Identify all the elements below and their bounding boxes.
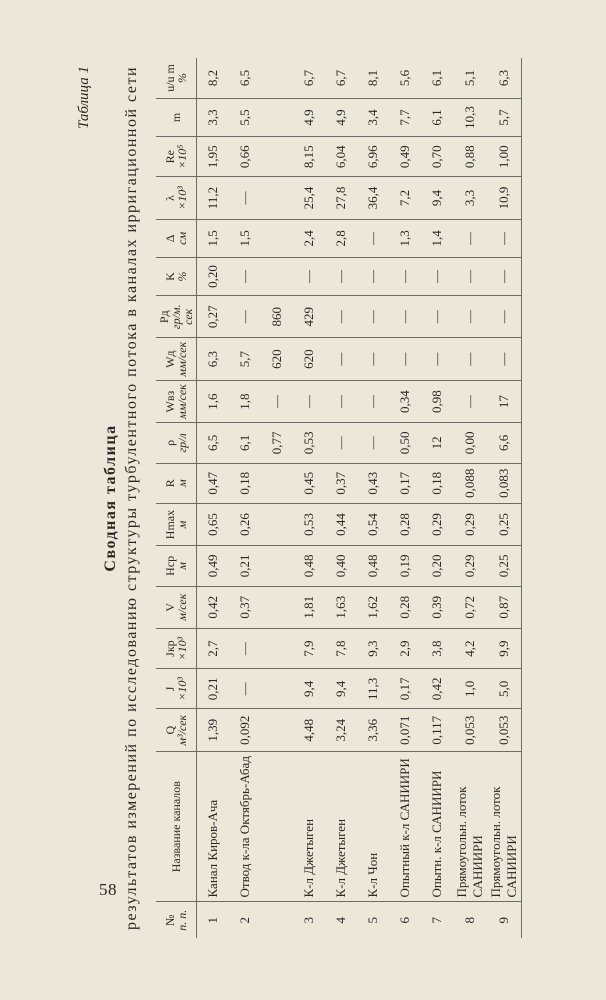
table-cell: —: [421, 257, 453, 295]
table-cell: [261, 98, 293, 136]
header-unit: ×10³: [174, 677, 189, 701]
header-cell: [156, 98, 196, 136]
row-number: [261, 902, 293, 938]
header-unit: см: [174, 231, 189, 245]
header-row: [156, 58, 196, 938]
table-cell: 0,088: [453, 463, 487, 503]
table-cell: 0,29: [453, 503, 487, 545]
table-cell: 0,66: [229, 137, 261, 177]
table-cell: 0,53: [293, 503, 325, 545]
table-cell: [261, 177, 293, 219]
table-cell: 0,49: [196, 546, 229, 586]
table-cell: 6,5: [229, 58, 261, 98]
table-cell: —: [357, 338, 389, 380]
header-label: ρ: [162, 439, 177, 446]
table-cell: 0,18: [421, 463, 453, 503]
header-unit: м: [174, 520, 189, 529]
table-cell: 6,1: [421, 98, 453, 136]
table-cell: 1,81: [293, 586, 325, 628]
table-cell: 9,4: [325, 669, 357, 709]
table-cell: 25,4: [293, 177, 325, 219]
header-cell: [156, 463, 196, 503]
table-row: [325, 58, 357, 938]
table-cell: 0,45: [293, 463, 325, 503]
header-cell: [156, 423, 196, 463]
table-cell: 1,00: [487, 137, 522, 177]
table-cell: —: [325, 338, 357, 380]
table-cell: 860: [261, 296, 293, 338]
table-cell: 3,8: [421, 628, 453, 668]
header-label: J: [162, 686, 177, 692]
header-unit: %: [174, 271, 189, 282]
table-cell: 6,1: [229, 423, 261, 463]
table-cell: 0,77: [261, 423, 293, 463]
table-cell: —: [487, 219, 522, 257]
table-cell: —: [229, 177, 261, 219]
table-cell: 429: [293, 296, 325, 338]
table-cell: 5,6: [389, 58, 421, 98]
table-cell: 0,98: [421, 380, 453, 422]
table-cell: —: [357, 296, 389, 338]
table-cell: 2,4: [293, 219, 325, 257]
table-cell: 9,4: [293, 669, 325, 709]
table-cell: 0,28: [389, 586, 421, 628]
table-cell: 36,4: [357, 177, 389, 219]
header-cell: [156, 669, 196, 709]
table-cell: 0,50: [389, 423, 421, 463]
table-cell: 11,3: [357, 669, 389, 709]
header-unit: гр/м. сек: [168, 304, 195, 330]
table-cell: 6,96: [357, 137, 389, 177]
header-label: Q: [162, 725, 177, 735]
table-cell: 6,3: [196, 338, 229, 380]
header-label: K: [162, 272, 177, 281]
header-cell: [156, 628, 196, 668]
row-number: 1: [204, 916, 220, 924]
row-number: 6: [396, 916, 412, 924]
header-unit: гр/л: [174, 433, 189, 453]
header-unit: ×10⁵: [174, 144, 189, 169]
table-cell: 0,21: [229, 546, 261, 586]
table-cell: 0,37: [325, 463, 357, 503]
table-cell: 0,071: [389, 709, 421, 751]
table-cell: 0,43: [357, 463, 389, 503]
table-cell: —: [229, 669, 261, 709]
table-cell: 7,7: [389, 98, 421, 136]
header-cell: [156, 380, 196, 422]
header-label: V: [162, 602, 177, 612]
table-cell: 0,42: [196, 586, 229, 628]
table-cell: 0,26: [229, 503, 261, 545]
table-cell: 0,28: [389, 503, 421, 545]
table-cell: —: [229, 296, 261, 338]
table-cell: 1,39: [196, 709, 229, 751]
table-cell: 0,65: [196, 503, 229, 545]
table-row: [357, 58, 389, 938]
table-cell: —: [293, 380, 325, 422]
table-cell: 0,25: [487, 503, 522, 545]
table-cell: 5,1: [453, 58, 487, 98]
table-cell: 5,7: [229, 338, 261, 380]
header-cell: [156, 546, 196, 586]
header-label: Wвз: [162, 390, 177, 413]
table-cell: —: [325, 296, 357, 338]
table-cell: —: [389, 338, 421, 380]
table-cell: 0,37: [229, 586, 261, 628]
table-cell: 1,5: [196, 219, 229, 257]
canal-name: Опытн. к-л САНИИРИ: [421, 751, 453, 902]
table-cell: 6,1: [421, 58, 453, 98]
row-number: 2: [236, 916, 252, 924]
table-subtitle: результатов измерений по исследованию структуры турбулентного потока в каналах ирригационной сети: [123, 65, 140, 931]
header-cell: [156, 709, 196, 751]
table-cell: 0,87: [487, 586, 522, 628]
results-table: [156, 58, 522, 938]
table-cell: 1,5: [229, 219, 261, 257]
table-cell: 12: [421, 423, 453, 463]
header-unit: м: [174, 479, 189, 488]
header-unit: мм/сек: [174, 341, 189, 377]
table-row: [196, 58, 229, 938]
table-cell: 0,092: [229, 709, 261, 751]
row-number: 5: [364, 916, 380, 924]
table-cell: [261, 137, 293, 177]
header-label: Hср: [162, 555, 177, 576]
table-cell: 4,9: [293, 98, 325, 136]
header-label: Jкр: [162, 640, 177, 657]
header-unit: м/сек: [174, 593, 189, 621]
table-cell: 620: [261, 338, 293, 380]
table-cell: 5,7: [487, 98, 522, 136]
table-cell: 0,54: [357, 503, 389, 545]
table-cell: 0,48: [293, 546, 325, 586]
table-cell: [261, 58, 293, 98]
table-cell: 0,27: [196, 296, 229, 338]
header-cell: [156, 177, 196, 219]
header-label: λ: [162, 195, 177, 201]
table-cell: —: [453, 219, 487, 257]
table-cell: 0,083: [487, 463, 522, 503]
table-cell: [261, 586, 293, 628]
table-cell: 6,3: [487, 58, 522, 98]
table-cell: 0,053: [453, 709, 487, 751]
table-cell: 1,3: [389, 219, 421, 257]
table-cell: 5,5: [229, 98, 261, 136]
table-cell: 6,7: [293, 58, 325, 98]
canal-name: Отвод к-ла Октябрь-Абад: [229, 751, 261, 902]
table-cell: 0,53: [293, 423, 325, 463]
table-cell: —: [487, 296, 522, 338]
table-cell: 0,88: [453, 137, 487, 177]
table-cell: —: [325, 257, 357, 295]
table-cell: —: [487, 257, 522, 295]
table-cell: 3,3: [196, 98, 229, 136]
canal-name: К-л Джетыген: [325, 751, 357, 902]
table-row: [229, 58, 261, 938]
table-cell: 8,15: [293, 137, 325, 177]
table-cell: —: [389, 296, 421, 338]
page-number: 58: [99, 880, 117, 899]
table-cell: 6,6: [487, 423, 522, 463]
table-cell: 2,7: [196, 628, 229, 668]
header-cell: [156, 58, 196, 98]
header-label: Hmax: [162, 509, 177, 540]
table-row: [389, 58, 421, 938]
table-cell: 0,25: [487, 546, 522, 586]
table-cell: [261, 463, 293, 503]
table-label: Таблица 1: [76, 66, 92, 129]
table-cell: —: [487, 338, 522, 380]
table-cell: 4,9: [325, 98, 357, 136]
header-label: u/u m: [162, 64, 177, 92]
header-unit: мм/сек: [174, 384, 189, 419]
table-title: Сводная таблица: [102, 424, 119, 572]
table-cell: 11,2: [196, 177, 229, 219]
header-cell: [156, 137, 196, 177]
table-cell: 7,9: [293, 628, 325, 668]
table-cell: —: [453, 257, 487, 295]
table-cell: 1,95: [196, 137, 229, 177]
header-label: Re: [162, 150, 177, 164]
header-cell: [156, 296, 196, 338]
table-cell: 0,21: [196, 669, 229, 709]
table-cell: 5,0: [487, 669, 522, 709]
table-cell: —: [325, 380, 357, 422]
table-cell: 4,48: [293, 709, 325, 751]
table-cell: 17: [487, 380, 522, 422]
table-cell: 0,29: [453, 546, 487, 586]
table-cell: 0,40: [325, 546, 357, 586]
table-cell: —: [357, 257, 389, 295]
table-cell: 6,04: [325, 137, 357, 177]
table-cell: 0,47: [196, 463, 229, 503]
table-cell: 3,36: [357, 709, 389, 751]
header-unit: ×10³: [174, 186, 189, 210]
table-cell: 0,70: [421, 137, 453, 177]
table-cell: 1,62: [357, 586, 389, 628]
table-cell: 0,48: [357, 546, 389, 586]
table-cell: 10,3: [453, 98, 487, 136]
table-cell: 0,18: [229, 463, 261, 503]
header-label: Название каналов: [168, 781, 183, 873]
table-cell: 4,2: [453, 628, 487, 668]
table-cell: 3,24: [325, 709, 357, 751]
canal-name: К-л Чон: [357, 751, 389, 902]
table-row: [453, 58, 487, 938]
table-cell: 1,8: [229, 380, 261, 422]
table-cell: —: [293, 257, 325, 295]
canal-name: Канал Киров-Ача: [196, 751, 229, 902]
table-cell: 6,5: [196, 423, 229, 463]
header-unit: %: [174, 72, 189, 83]
table-cell: [261, 669, 293, 709]
header-cell: [156, 257, 196, 295]
header-label: №: [162, 914, 177, 926]
table-cell: 0,053: [487, 709, 522, 751]
header-unit: м: [174, 562, 189, 570]
table-cell: —: [389, 257, 421, 295]
row-number: 9: [487, 902, 522, 938]
header-label: Wд: [162, 350, 177, 368]
table-cell: [261, 709, 293, 751]
table-cell: 2,9: [389, 628, 421, 668]
table-cell: 1,6: [196, 380, 229, 422]
table-cell: [261, 546, 293, 586]
table-cell: [261, 628, 293, 668]
table-cell: —: [357, 219, 389, 257]
header-unit: ×10³: [174, 636, 189, 661]
row-number: 3: [300, 916, 316, 924]
table-cell: 0,117: [421, 709, 453, 751]
table-cell: 0,29: [421, 503, 453, 545]
table-cell: 0,19: [389, 546, 421, 586]
header-cell: [156, 902, 196, 938]
table-cell: 7,8: [325, 628, 357, 668]
table-cell: —: [453, 380, 487, 422]
table-cell: 9,9: [487, 628, 522, 668]
table-cell: 0,49: [389, 137, 421, 177]
canal-name: Опытный к-л САНИИРИ: [389, 751, 421, 902]
table-cell: 3,4: [357, 98, 389, 136]
table-cell: 2,8: [325, 219, 357, 257]
table-cell: 1,63: [325, 586, 357, 628]
canal-name: [261, 751, 293, 902]
table-cell: [261, 219, 293, 257]
table-cell: 8,2: [196, 58, 229, 98]
table-cell: [261, 503, 293, 545]
table-cell: —: [357, 380, 389, 422]
table-cell: —: [453, 338, 487, 380]
header-label: m: [168, 112, 183, 123]
table-cell: 1,4: [421, 219, 453, 257]
table-row: [487, 58, 522, 938]
table-cell: —: [421, 296, 453, 338]
table-cell: 8,1: [357, 58, 389, 98]
table-cell: 0,44: [325, 503, 357, 545]
table-cell: 27,8: [325, 177, 357, 219]
table-cell: 0,17: [389, 669, 421, 709]
row-number: 8: [461, 916, 477, 924]
table-row: [293, 58, 325, 938]
table-cell: 0,17: [389, 463, 421, 503]
table-row: [261, 58, 293, 938]
table-cell: 7,2: [389, 177, 421, 219]
table-cell: —: [229, 628, 261, 668]
header-unit: м³/сек: [174, 714, 189, 746]
header-cell: [156, 751, 196, 902]
table-cell: —: [325, 423, 357, 463]
table-cell: 6,7: [325, 58, 357, 98]
table-cell: [261, 257, 293, 295]
canal-name: Прямоугольн. лоток САНИИРИ: [453, 751, 487, 902]
table-cell: 0,39: [421, 586, 453, 628]
table-cell: 3,3: [453, 177, 487, 219]
table-cell: 620: [293, 338, 325, 380]
canal-name: Прямоугольн. лоток САНИИРИ: [487, 751, 522, 902]
table-cell: 0,34: [389, 380, 421, 422]
table-cell: —: [453, 296, 487, 338]
table-cell: 10,9: [487, 177, 522, 219]
table-header: [156, 58, 196, 938]
header-label: R: [162, 479, 177, 488]
header-unit: п. п.: [174, 909, 189, 931]
table-cell: 0,00: [453, 423, 487, 463]
header-label: Pд: [156, 310, 171, 324]
table-cell: 0,20: [421, 546, 453, 586]
row-number: 4: [332, 916, 348, 924]
header-cell: [156, 503, 196, 545]
table-cell: —: [421, 338, 453, 380]
rotated-table-frame: [72, 58, 592, 938]
header-cell: [156, 219, 196, 257]
table-cell: —: [261, 380, 293, 422]
table-cell: 9,4: [421, 177, 453, 219]
canal-name: К-л Джетыген: [293, 751, 325, 902]
header-cell: [156, 338, 196, 380]
table-cell: 0,42: [421, 669, 453, 709]
table-cell: 1,0: [453, 669, 487, 709]
table-cell: —: [229, 257, 261, 295]
table-cell: 9,3: [357, 628, 389, 668]
header-cell: [156, 586, 196, 628]
table-cell: 0,72: [453, 586, 487, 628]
table-cell: —: [357, 423, 389, 463]
table-cell: 0,20: [196, 257, 229, 295]
table-row: [421, 58, 453, 938]
header-label: Δ: [162, 234, 177, 243]
table-body: [196, 58, 521, 938]
row-number: 7: [428, 916, 444, 924]
